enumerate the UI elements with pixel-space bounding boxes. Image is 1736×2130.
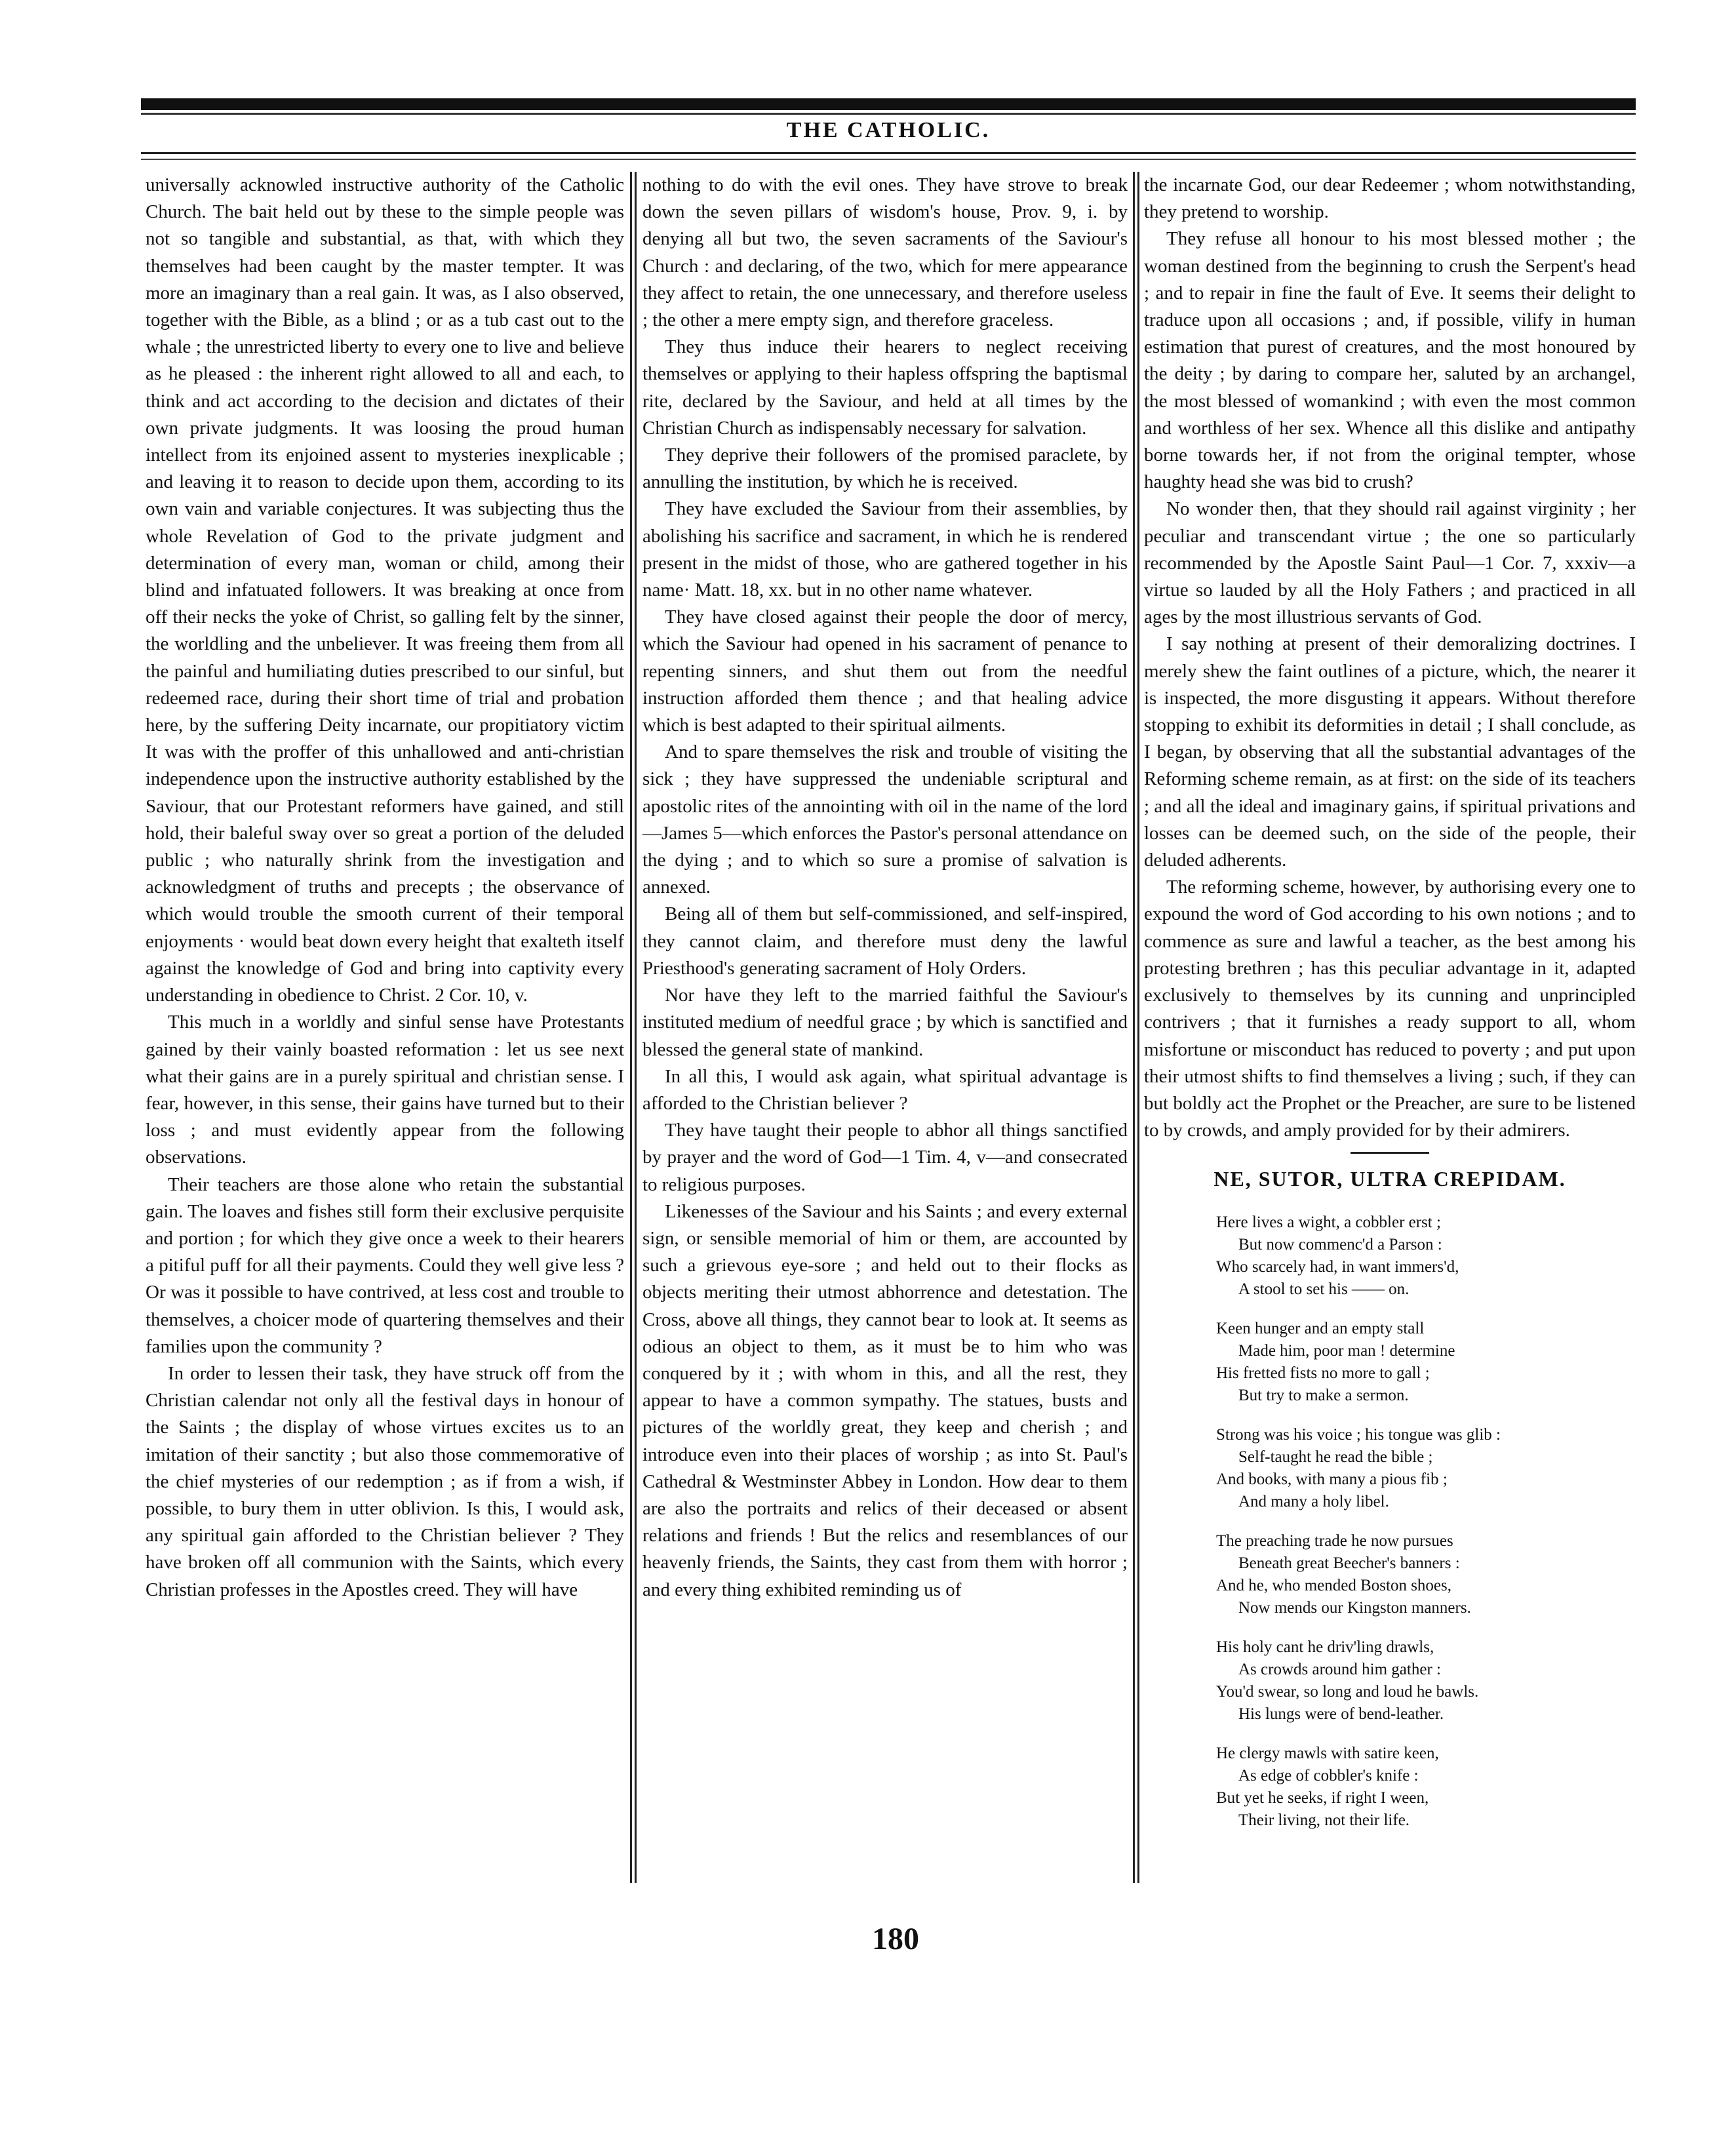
paragraph: They thus induce their hearers to neglect receiving themselves or applying to their hapless offspring the baptismal rite, declared by the Saviour, and held at all times by the Christian Church as indispensably necessary for salvation. xyxy=(642,336,1128,439)
poem-line: Keen hunger and an empty stall xyxy=(1216,1319,1425,1337)
poem-line: The preaching trade he now pursues xyxy=(1216,1531,1453,1550)
poem-line: You'd swear, so long and loud he bawls. xyxy=(1216,1682,1479,1701)
poem-line: A stool to set his —— on. xyxy=(1238,1280,1410,1298)
poem-line: And he, who mended Boston shoes, xyxy=(1216,1576,1451,1594)
page-number: 180 xyxy=(872,1922,919,1956)
poem-title: NE, SUTOR, ULTRA CREPIDAM. xyxy=(1213,1167,1566,1191)
paragraph: I say nothing at present of their demoralizing doctrines. I merely shew the faint outlines of a picture, which, the nearer it is inspected, the more disgusting it appears. Without therefore stopping to exhibit its deformities in detail ; I shall conclude, as I began, by observing that all the substantial advantages of the Reforming scheme remain, as at first: on the side of its teachers ; and all the ideal and imaginary gains, if spiritual privations and losses can be deemed such, on the side of the people, their deluded adherents. xyxy=(1144,633,1636,871)
poem-line: Their living, not their life. xyxy=(1238,1811,1410,1829)
paragraph: In all this, I would ask again, what spiritual advantage is afforded to the Christian believer ? xyxy=(642,1065,1128,1114)
paragraph: They have excluded the Saviour from their assemblies, by abolishing his sacrifice and sacrament, in which he is rendered present in the midst of those, who are gathered together in his name· Matt. 18, xx. but in no other name whatever. xyxy=(642,498,1128,601)
poem-line: And many a holy libel. xyxy=(1238,1492,1389,1510)
poem-divider xyxy=(1351,1152,1429,1154)
paragraph: Being all of them but self-commissioned, and self-inspired, they cannot claim, and therefore must deny the lawful Priesthood's generating sacrament of Holy Orders. xyxy=(642,903,1128,979)
poem-line: Self-taught he read the bible ; xyxy=(1238,1448,1433,1466)
paragraph: Their teachers are those alone who retain the substantial gain. The loaves and fishes still form their exclusive perquisite and portion ; for which they give once a week to their hearers a pitiful puff for all their payments. Could they well give less ? Or was it possible to have contrived, at less cost and trouble to themselves, a choicer mode of quartering themselves and their families upon the community ? xyxy=(146,1173,624,1357)
paragraph: They refuse all honour to his most blessed mother ; the woman destined from the beginning to crush the Serpent's head ; and to repair in fine the fault of Eve. It seems their delight to traduce upon all occasions ; and, if possible, vilify in human estimation that purest of creatures, and the most honoured by the deity ; by daring to compare her, saluted by an archangel, the most blessed of womankind ; with even the most common and worthless of her sex. Whence all this dislike and antipathy borne towards her, if not from the original tempter, whose haughty head she was bid to crush? xyxy=(1144,228,1636,493)
poem-stanza xyxy=(1216,1636,1636,1726)
poem-line: As crowds around him gather : xyxy=(1238,1660,1441,1678)
column-2 xyxy=(642,172,1128,1604)
poem-line: He clergy mawls with satire keen, xyxy=(1216,1744,1439,1762)
column-divider xyxy=(1133,172,1135,1883)
poem-line: Now mends our Kingston manners. xyxy=(1238,1598,1471,1617)
top-rule xyxy=(141,98,1636,110)
poem-line: Who scarcely had, in want immers'd, xyxy=(1216,1257,1459,1276)
paragraph: The reforming scheme, however, by authorising every one to expound the word of God according to his own notions ; and to commence as sure and lawful a teacher, as the best among his protesting brethren ; has this peculiar advantage in it, adapted exclusively to themselves by its cunning and unprincipled contrivers ; that it furnishes a ready support to all, whom misfortune or misconduct has reduced to poverty ; and put upon their utmost shifts to find themselves a living ; such, if they can but boldly act the Prophet or the Preacher, are sure to be listened to by crowds, and amply provided for by their admirers. xyxy=(1144,877,1636,1141)
poem-line: As edge of cobbler's knife : xyxy=(1238,1766,1419,1785)
poem-stanza xyxy=(1216,1212,1636,1301)
poem-line: But yet he seeks, if right I ween, xyxy=(1216,1788,1429,1807)
column-divider xyxy=(630,172,632,1883)
column-3 xyxy=(1144,172,1636,1849)
column-divider xyxy=(1137,172,1139,1883)
paragraph: They have taught their people to abhor all things sanctified by prayer and the word of God—1 Tim. 4, v—and consecrated to religious purposes. xyxy=(642,1120,1128,1195)
poem-line: Made him, poor man ! determine xyxy=(1238,1341,1455,1360)
header-rule-thin xyxy=(141,159,1636,160)
poem-line: His lungs were of bend-leather. xyxy=(1238,1705,1444,1723)
poem-line: But now commenc'd a Parson : xyxy=(1238,1235,1442,1253)
paragraph: the incarnate God, our dear Redeemer ; whom notwithstanding, they pretend to worship. xyxy=(1144,174,1636,223)
paragraph: nothing to do with the evil ones. They have strove to break down the seven pillars of wisdom's house, Prov. 9, i. by denying all but two, the seven sacraments of the Saviour's Church : and declaring, of the two, which for mere appearance they affect to retain, the one unnecessary, and therefore useless ; the other a mere empty sign, and therefore graceless. xyxy=(642,174,1128,331)
poem-line: Strong was his voice ; his tongue was glib : xyxy=(1216,1425,1501,1444)
poem-line: And books, with many a pious fib ; xyxy=(1216,1470,1448,1488)
paragraph: No wonder then, that they should rail against virginity ; her peculiar and transcendant virtue ; the one so particularly recommended by the Apostle Saint Paul—1 Cor. 7, xxxiv—a virtue so lauded by all the Holy Fathers ; and practiced in all ages by the most illustrious servants of God. xyxy=(1144,498,1636,628)
column-divider xyxy=(635,172,637,1883)
poem-stanza xyxy=(1216,1424,1636,1513)
header-rule xyxy=(141,152,1636,154)
paragraph: In order to lessen their task, they have struck off from the Christian calendar not only all the festival days in honour of the Saints ; the display of whose virtues excites us to an imitation of their sanctity ; but also those commemorative of the chief mysteries of our redemption ; as if from a wish, if possible, to bury them in utter oblivion. Is this, I would ask, any spiritual gain afforded to the Christian believer ? They have broken off all communion with the Saints, which every Christian professes in the Apostles creed. They will have xyxy=(146,1362,624,1600)
poem-stanza xyxy=(1216,1530,1636,1619)
paragraph: This much in a worldly and sinful sense have Protestants gained by their vainly boasted reformation : let us see next what their gains are in a purely spiritual and christian sense. I fear, however, in this sense, their gains have turned but to their loss ; and must evidently appear from the following observations. xyxy=(146,1012,624,1168)
top-rule-thin xyxy=(141,113,1636,115)
masthead-title: THE CATHOLIC. xyxy=(786,118,991,142)
poem-line: But try to make a sermon. xyxy=(1238,1386,1409,1404)
paragraph: Nor have they left to the married faithful the Saviour's instituted medium of needful grace ; by which is sanctified and blessed the general state of mankind. xyxy=(642,985,1128,1060)
paragraph: And to spare themselves the risk and trouble of visiting the sick ; they have suppressed the undeniable scriptural and apostolic rites of the annointing with oil in the name of the lord—James 5—which enforces the Pastor's personal attendance on the dying ; and to which so sure a promise of salvation is annexed. xyxy=(642,741,1128,898)
poem-line: His fretted fists no more to gall ; xyxy=(1216,1364,1430,1382)
poem-stanza xyxy=(1216,1743,1636,1832)
paragraph: They deprive their followers of the promised paraclete, by annulling the institution, by which he is received. xyxy=(642,444,1128,493)
paragraph: They have closed against their people the door of mercy, which the Saviour had opened in his sacrament of penance to repenting sinners, and shut them out from the needful instruction afforded them thence ; and that healing advice which is best adapted to their spiritual ailments. xyxy=(642,606,1128,736)
paragraph: Likenesses of the Saviour and his Saints ; and every external sign, or sensible memorial of him or them, are accounted by such a grievous eye-sore ; and held out to their flocks as objects meriting their utmost abhorrence and detestation. The Cross, above all things, they cannot bear to look at. It seems as odious an object to them, as it must be to him who was conquered by it ; with whom in this, and all the rest, they appear to have a common sympathy. The statues, busts and pictures of the worldly great, they keep and cherish ; and introduce even into their places of worship ; as into St. Paul's Cathedral & Westminster Abbey in London. How dear to them are also the portraits and relics of their deceased or absent relations and friends ! But the relics and resemblances of our heavenly friends, the Saints, they cast from them with horror ; and every thing exhibited reminding us of xyxy=(642,1200,1128,1600)
paragraph: universally acknowled instructive authority of the Catholic Church. The bait held out by these to the simple people was not so tangible and substantial, as that, with which they themselves had been caught by the master tempter. It was more an imaginary than a real gain. It was, as I also observed, together with the Bible, as a blind ; or as a tub cast out to the whale ; the unrestricted liberty to every one to live and believe as he pleased : the inherent right allowed to all and each, to think and act according to the decision and dictates of their own private judgments. It was loosing the proud human intellect from its enjoined assent to mysteries inexplicable ; and leaving it to reason to decide upon them, according to its own vain and variable conjectures. It was subjecting thus the whole Revelation of God to the private judgment and determination of every man, woman or child, among their blind and infatuated followers. It was breaking at once from off their necks the yoke of Christ, so galling felt by the sinner, the worldling and the unbeliever. It was freeing them from all the painful and humiliating duties prescribed to our sinful, but redeemed race, during their short time of trial and probation here, by the suffering Deity incarnate, our propitiatory victim It was with the proffer of this unhallowed and anti-christian independence upon the instructive authority established by the Saviour, that our Protestant reformers have gained, and still hold, their baleful sway over so great a portion of the deluded public ; who naturally shrink from the investigation and acknowledgment of truths and precepts ; the observance of which would trouble the smooth current of their temporal enjoyments · would beat down every height that exalteth itself against the knowledge of God and bring into captivity every understanding in obedience to Christ. 2 Cor. 10, v. xyxy=(146,174,624,1006)
poem-line: Beneath great Beecher's banners : xyxy=(1238,1554,1460,1572)
poem-line: His holy cant he driv'ling drawls, xyxy=(1216,1638,1434,1656)
poem-stanza xyxy=(1216,1318,1636,1407)
poem-line: Here lives a wight, a cobbler erst ; xyxy=(1216,1213,1441,1231)
column-1 xyxy=(146,172,624,1604)
